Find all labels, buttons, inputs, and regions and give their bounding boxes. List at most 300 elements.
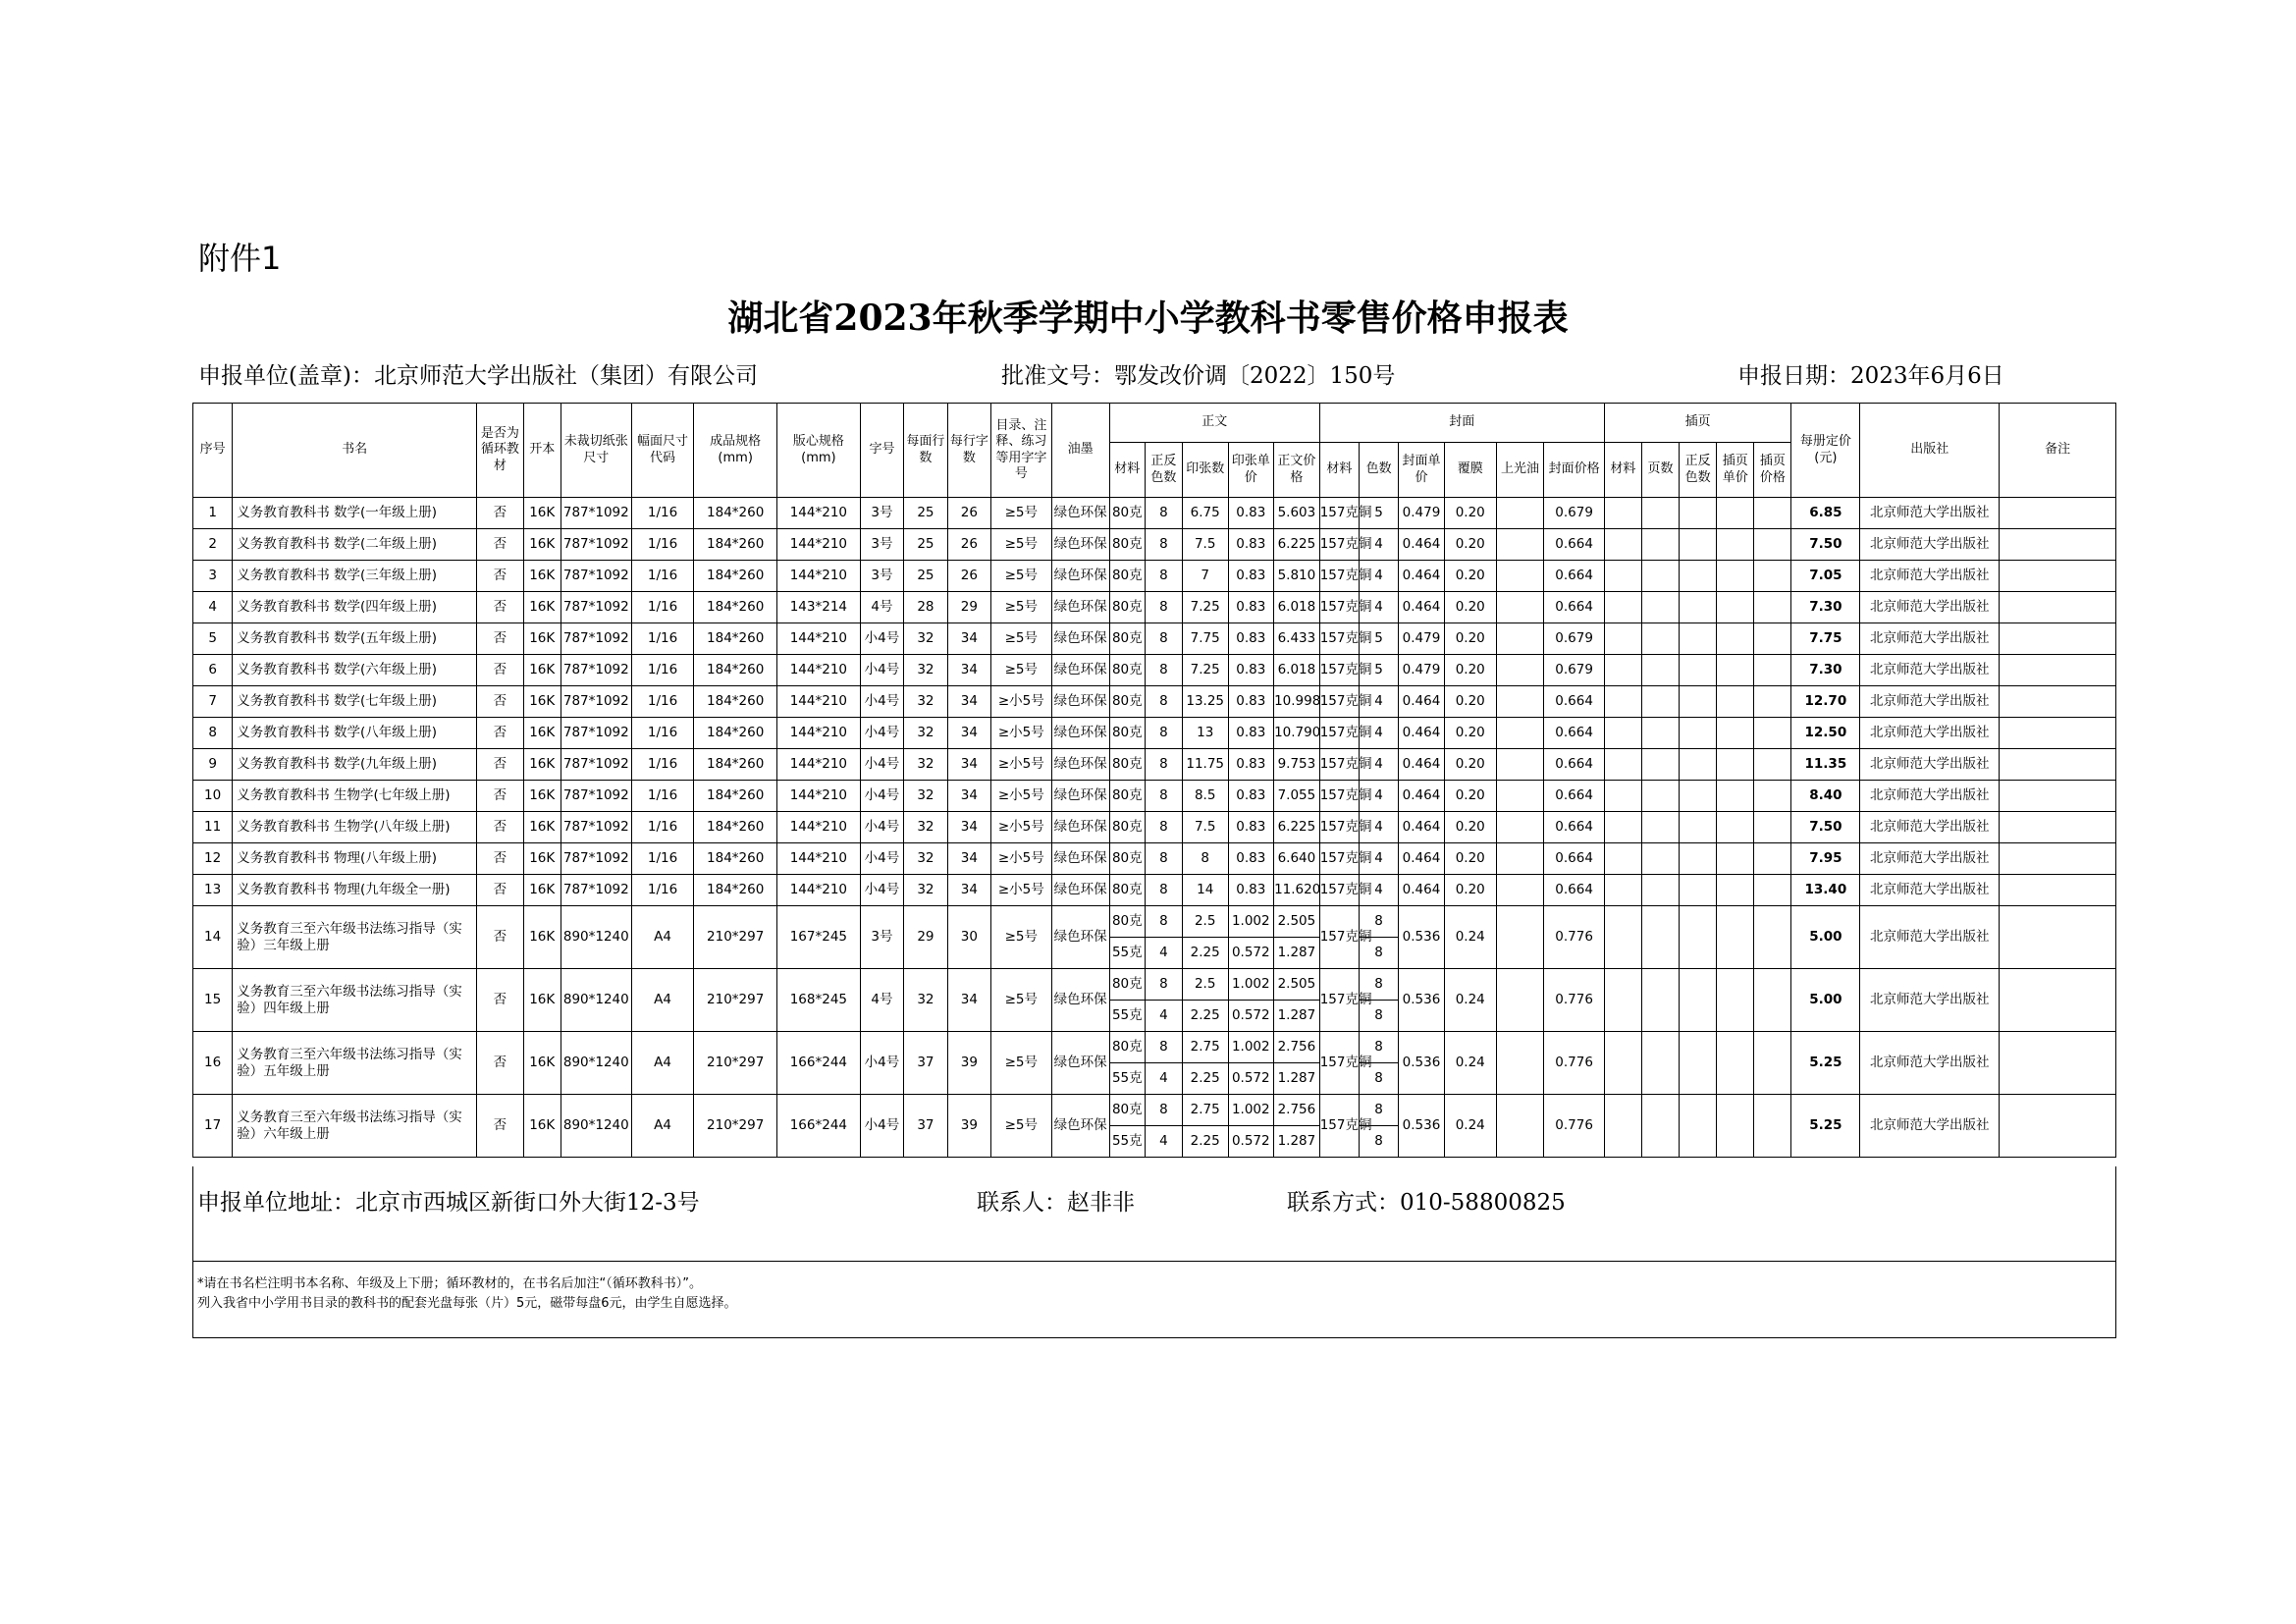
- cell-cover-material: 157克铜: [1319, 561, 1359, 592]
- cell-body-material: 80克: [1109, 843, 1145, 875]
- header-catalog-font: 目录、注释、练习等用字字号: [991, 404, 1051, 498]
- table-row: [193, 529, 2116, 561]
- cell-insert-pages: [1641, 592, 1679, 623]
- cell-lines: 32: [904, 749, 947, 781]
- cell-insert-unit: [1717, 969, 1754, 1032]
- cell-seq: 9: [193, 749, 233, 781]
- cell-kai: 16K: [523, 592, 561, 623]
- cell-body-material: 80克: [1109, 561, 1145, 592]
- cell-sheets: 7.75: [1182, 623, 1228, 655]
- cell-body-material: 55克: [1109, 938, 1145, 969]
- cell-cover-material: 157克铜: [1319, 781, 1359, 812]
- cell-body-price: 10.998: [1274, 686, 1320, 718]
- cell-cover-colors: 8: [1359, 1126, 1398, 1158]
- cell-seq: 7: [193, 686, 233, 718]
- cell-cover-material: 157克铜: [1319, 655, 1359, 686]
- cell-cover-colors: 4: [1359, 686, 1398, 718]
- cell-cover-price: 0.664: [1544, 875, 1604, 906]
- header-cyclic: 是否为循环教材: [477, 404, 524, 498]
- cell-cyclic: 否: [477, 686, 524, 718]
- cell-seq: 17: [193, 1095, 233, 1158]
- cell-body-price: 2.756: [1274, 1095, 1320, 1126]
- cell-insert-unit: [1717, 529, 1754, 561]
- cell-ink: 绿色环保: [1051, 781, 1109, 812]
- cell-body-colors: 8: [1145, 561, 1182, 592]
- cell-cover-colors: 4: [1359, 718, 1398, 749]
- cell-varnish: [1496, 655, 1544, 686]
- cell-insert-price: [1754, 686, 1791, 718]
- cell-body-price: 1.287: [1274, 1063, 1320, 1095]
- cell-cover-price: 0.664: [1544, 561, 1604, 592]
- cell-body-material: 80克: [1109, 592, 1145, 623]
- cell-insert-price: [1754, 1032, 1791, 1095]
- cell-body-price: 2.756: [1274, 1032, 1320, 1063]
- cell-publisher: 北京师范大学出版社: [1860, 592, 2000, 623]
- cell-cover-colors: 4: [1359, 781, 1398, 812]
- cell-ink: 绿色环保: [1051, 1032, 1109, 1095]
- cell-unit-price: 7.75: [1791, 623, 1860, 655]
- cell-font-size: 小4号: [860, 875, 903, 906]
- cell-film: 0.20: [1444, 498, 1496, 529]
- cell-paper-size: 890*1240: [561, 906, 631, 969]
- cell-insert-pages: [1641, 529, 1679, 561]
- cell-sheet-price: 0.572: [1228, 1063, 1274, 1095]
- cell-cover-price: 0.664: [1544, 843, 1604, 875]
- cell-paper-size: 890*1240: [561, 969, 631, 1032]
- cell-seq: 11: [193, 812, 233, 843]
- cell-body-colors: 4: [1145, 1001, 1182, 1032]
- cell-cover-material: 157克铜: [1319, 749, 1359, 781]
- cell-core-size: 144*210: [777, 812, 861, 843]
- cell-name: 义务教育教科书 数学(三年级上册): [233, 561, 477, 592]
- cell-finished-size: 184*260: [694, 843, 777, 875]
- cell-sheets: 2.25: [1182, 1001, 1228, 1032]
- cell-sheet-price: 0.572: [1228, 1126, 1274, 1158]
- cell-sheet-code: 1/16: [631, 498, 694, 529]
- cell-core-size: 144*210: [777, 843, 861, 875]
- cell-remark: [2000, 843, 2116, 875]
- header-body-material: 材料: [1109, 443, 1145, 498]
- cell-insert-material: [1604, 875, 1641, 906]
- header-cover-price: 封面价格: [1544, 443, 1604, 498]
- cell-film: 0.24: [1444, 906, 1496, 969]
- cell-body-price: 6.225: [1274, 812, 1320, 843]
- cell-font-size: 小4号: [860, 686, 903, 718]
- cell-chars: 34: [947, 686, 990, 718]
- cell-varnish: [1496, 843, 1544, 875]
- cell-body-material: 80克: [1109, 781, 1145, 812]
- cell-kai: 16K: [523, 623, 561, 655]
- cell-cyclic: 否: [477, 906, 524, 969]
- footer-phone: 联系方式：010-58800825: [1287, 1190, 1566, 1216]
- cell-chars: 29: [947, 592, 990, 623]
- header-finished-size: 成品规格(mm): [694, 404, 777, 498]
- table-row: [193, 623, 2116, 655]
- cell-lines: 32: [904, 875, 947, 906]
- cell-sheets: 6.75: [1182, 498, 1228, 529]
- cell-chars: 34: [947, 655, 990, 686]
- cell-body-colors: 4: [1145, 1063, 1182, 1095]
- cell-font-size: 3号: [860, 561, 903, 592]
- cell-paper-size: 787*1092: [561, 561, 631, 592]
- cell-paper-size: 787*1092: [561, 843, 631, 875]
- cell-seq: 2: [193, 529, 233, 561]
- cell-insert-material: [1604, 969, 1641, 1032]
- cell-body-price: 6.018: [1274, 592, 1320, 623]
- cell-paper-size: 890*1240: [561, 1095, 631, 1158]
- cell-core-size: 144*210: [777, 561, 861, 592]
- cell-ink: 绿色环保: [1051, 906, 1109, 969]
- cell-seq: 10: [193, 781, 233, 812]
- cell-remark: [2000, 592, 2116, 623]
- header-cover-colors: 色数: [1359, 443, 1398, 498]
- cell-insert-colors: [1680, 498, 1717, 529]
- cell-ink: 绿色环保: [1051, 623, 1109, 655]
- cell-chars: 34: [947, 749, 990, 781]
- cell-name: 义务教育三至六年级书法练习指导（实验）三年级上册: [233, 906, 477, 969]
- cell-body-price: 2.505: [1274, 969, 1320, 1001]
- cell-sheet-code: A4: [631, 969, 694, 1032]
- price-table: [192, 403, 2116, 1158]
- cell-remark: [2000, 875, 2116, 906]
- cell-core-size: 144*210: [777, 498, 861, 529]
- cell-body-material: 55克: [1109, 1001, 1145, 1032]
- cell-cover-colors: 8: [1359, 1001, 1398, 1032]
- header-paper-size: 未裁切纸张尺寸: [561, 404, 631, 498]
- cell-body-price: 1.287: [1274, 1126, 1320, 1158]
- cell-publisher: 北京师范大学出版社: [1860, 1095, 2000, 1158]
- cell-cover-colors: 4: [1359, 529, 1398, 561]
- cell-cyclic: 否: [477, 812, 524, 843]
- cell-font-size: 小4号: [860, 812, 903, 843]
- cell-insert-colors: [1680, 1032, 1717, 1095]
- cell-seq: 16: [193, 1032, 233, 1095]
- cell-kai: 16K: [523, 906, 561, 969]
- cell-body-material: 80克: [1109, 623, 1145, 655]
- cell-cover-price: 0.776: [1544, 1032, 1604, 1095]
- cell-sheet-price: 0.572: [1228, 1001, 1274, 1032]
- cell-film: 0.20: [1444, 875, 1496, 906]
- cell-cover-material: 157克铜: [1319, 498, 1359, 529]
- cell-body-colors: 8: [1145, 623, 1182, 655]
- cell-insert-pages: [1641, 498, 1679, 529]
- cell-publisher: 北京师范大学出版社: [1860, 561, 2000, 592]
- header-name: 书名: [233, 404, 477, 498]
- cell-cover-unit: 0.479: [1399, 655, 1445, 686]
- header-cover-material: 材料: [1319, 443, 1359, 498]
- cell-lines: 32: [904, 969, 947, 1032]
- cell-ink: 绿色环保: [1051, 749, 1109, 781]
- cell-cyclic: 否: [477, 875, 524, 906]
- cell-sheets: 2.5: [1182, 906, 1228, 938]
- cell-cover-unit: 0.464: [1399, 529, 1445, 561]
- cell-insert-material: [1604, 812, 1641, 843]
- cell-paper-size: 787*1092: [561, 686, 631, 718]
- cell-lines: 25: [904, 529, 947, 561]
- cell-film: 0.20: [1444, 592, 1496, 623]
- cell-cover-unit: 0.464: [1399, 781, 1445, 812]
- cell-ink: 绿色环保: [1051, 561, 1109, 592]
- cell-cover-price: 0.664: [1544, 592, 1604, 623]
- cell-insert-colors: [1680, 561, 1717, 592]
- cell-unit-price: 5.00: [1791, 906, 1860, 969]
- cell-cyclic: 否: [477, 843, 524, 875]
- table-row: [193, 969, 2116, 1001]
- cell-finished-size: 184*260: [694, 529, 777, 561]
- cell-paper-size: 890*1240: [561, 1032, 631, 1095]
- cell-insert-colors: [1680, 875, 1717, 906]
- cell-font-size: 4号: [860, 592, 903, 623]
- cell-body-colors: 8: [1145, 969, 1182, 1001]
- header-body-price: 正文价格: [1274, 443, 1320, 498]
- cell-finished-size: 210*297: [694, 906, 777, 969]
- cell-insert-unit: [1717, 875, 1754, 906]
- cell-sheet-code: 1/16: [631, 749, 694, 781]
- cell-sheet-code: 1/16: [631, 718, 694, 749]
- cell-sheet-code: 1/16: [631, 686, 694, 718]
- table-row: [193, 875, 2116, 906]
- header-unit-price: 每册定价(元): [1791, 404, 1860, 498]
- cell-insert-unit: [1717, 561, 1754, 592]
- cell-body-price: 9.753: [1274, 749, 1320, 781]
- cell-insert-unit: [1717, 592, 1754, 623]
- cell-body-material: 80克: [1109, 498, 1145, 529]
- table-row: [193, 812, 2116, 843]
- table-row: [193, 1032, 2116, 1063]
- cell-cyclic: 否: [477, 529, 524, 561]
- header-seq: 序号: [193, 404, 233, 498]
- cell-kai: 16K: [523, 1095, 561, 1158]
- cell-cover-material: 157克铜: [1319, 843, 1359, 875]
- cell-kai: 16K: [523, 843, 561, 875]
- cell-insert-material: [1604, 718, 1641, 749]
- cell-insert-colors: [1680, 592, 1717, 623]
- header-body-group: 正文: [1109, 404, 1319, 443]
- cell-insert-unit: [1717, 718, 1754, 749]
- cell-body-material: 80克: [1109, 1032, 1145, 1063]
- header-sheet-price: 印张单价: [1228, 443, 1274, 498]
- cell-film: 0.24: [1444, 969, 1496, 1032]
- cell-font-size: 小4号: [860, 718, 903, 749]
- cell-cover-colors: 4: [1359, 843, 1398, 875]
- cell-insert-unit: [1717, 906, 1754, 969]
- cell-sheet-price: 0.83: [1228, 686, 1274, 718]
- cell-sheets: 2.25: [1182, 1063, 1228, 1095]
- cell-chars: 34: [947, 875, 990, 906]
- cell-finished-size: 184*260: [694, 686, 777, 718]
- cell-cover-colors: 4: [1359, 875, 1398, 906]
- cell-body-colors: 8: [1145, 1032, 1182, 1063]
- cell-cover-price: 0.664: [1544, 529, 1604, 561]
- cell-sheet-price: 0.83: [1228, 498, 1274, 529]
- cell-varnish: [1496, 906, 1544, 969]
- table-row: [193, 1095, 2116, 1126]
- cell-paper-size: 787*1092: [561, 592, 631, 623]
- cell-catalog-font: ≥5号: [991, 655, 1051, 686]
- cell-film: 0.24: [1444, 1095, 1496, 1158]
- cell-seq: 12: [193, 843, 233, 875]
- cell-sheets: 7.5: [1182, 529, 1228, 561]
- cell-finished-size: 184*260: [694, 655, 777, 686]
- cell-cyclic: 否: [477, 498, 524, 529]
- cell-cover-material: 157克铜: [1319, 686, 1359, 718]
- cell-body-colors: 8: [1145, 686, 1182, 718]
- header-body-colors: 正反色数: [1145, 443, 1182, 498]
- footer-address: 申报单位地址：北京市西城区新街口外大街12-3号: [197, 1190, 700, 1216]
- cell-cover-price: 0.664: [1544, 718, 1604, 749]
- cell-insert-material: [1604, 498, 1641, 529]
- cell-unit-price: 5.25: [1791, 1095, 1860, 1158]
- cell-insert-price: [1754, 623, 1791, 655]
- cell-film: 0.20: [1444, 686, 1496, 718]
- header-insert-price: 插页价格: [1754, 443, 1791, 498]
- cell-finished-size: 184*260: [694, 592, 777, 623]
- cell-ink: 绿色环保: [1051, 969, 1109, 1032]
- cell-insert-price: [1754, 592, 1791, 623]
- header-chars: 每行字数: [947, 404, 990, 498]
- cell-film: 0.20: [1444, 812, 1496, 843]
- cell-finished-size: 210*297: [694, 1095, 777, 1158]
- cell-film: 0.20: [1444, 781, 1496, 812]
- cell-paper-size: 787*1092: [561, 812, 631, 843]
- cell-cover-price: 0.679: [1544, 623, 1604, 655]
- cell-lines: 32: [904, 623, 947, 655]
- cell-name: 义务教育教科书 数学(六年级上册): [233, 655, 477, 686]
- cell-sheets: 14: [1182, 875, 1228, 906]
- cell-insert-unit: [1717, 781, 1754, 812]
- header-insert-colors: 正反色数: [1680, 443, 1717, 498]
- cell-core-size: 144*210: [777, 718, 861, 749]
- cell-film: 0.24: [1444, 1032, 1496, 1095]
- cell-insert-pages: [1641, 749, 1679, 781]
- cell-lines: 25: [904, 561, 947, 592]
- cell-publisher: 北京师范大学出版社: [1860, 498, 2000, 529]
- cell-name: 义务教育三至六年级书法练习指导（实验）四年级上册: [233, 969, 477, 1032]
- cell-insert-pages: [1641, 1095, 1679, 1158]
- cell-insert-colors: [1680, 718, 1717, 749]
- cell-cover-unit: 0.479: [1399, 623, 1445, 655]
- cell-insert-material: [1604, 1095, 1641, 1158]
- cell-insert-colors: [1680, 1095, 1717, 1158]
- cell-chars: 34: [947, 969, 990, 1032]
- cell-sheet-code: 1/16: [631, 812, 694, 843]
- cell-paper-size: 787*1092: [561, 749, 631, 781]
- cell-name: 义务教育三至六年级书法练习指导（实验）五年级上册: [233, 1032, 477, 1095]
- cell-ink: 绿色环保: [1051, 655, 1109, 686]
- cell-core-size: 143*214: [777, 592, 861, 623]
- cell-sheets: 8.5: [1182, 781, 1228, 812]
- cell-cover-material: 157克铜: [1319, 875, 1359, 906]
- cell-body-material: 80克: [1109, 529, 1145, 561]
- cell-sheets: 7.25: [1182, 655, 1228, 686]
- cell-remark: [2000, 749, 2116, 781]
- cell-cyclic: 否: [477, 749, 524, 781]
- cell-varnish: [1496, 592, 1544, 623]
- cell-insert-pages: [1641, 655, 1679, 686]
- cell-unit-price: 7.30: [1791, 655, 1860, 686]
- header-kai: 开本: [523, 404, 561, 498]
- header-insert-pages: 页数: [1641, 443, 1679, 498]
- cell-core-size: 166*244: [777, 1032, 861, 1095]
- cell-publisher: 北京师范大学出版社: [1860, 875, 2000, 906]
- cell-lines: 37: [904, 1095, 947, 1158]
- cell-insert-pages: [1641, 906, 1679, 969]
- cell-font-size: 小4号: [860, 623, 903, 655]
- cell-sheet-price: 1.002: [1228, 906, 1274, 938]
- cell-seq: 13: [193, 875, 233, 906]
- table-row: [193, 749, 2116, 781]
- cell-finished-size: 184*260: [694, 498, 777, 529]
- cell-body-material: 55克: [1109, 1126, 1145, 1158]
- cell-catalog-font: ≥小5号: [991, 686, 1051, 718]
- cell-name: 义务教育教科书 生物学(七年级上册): [233, 781, 477, 812]
- cell-insert-unit: [1717, 1095, 1754, 1158]
- cell-body-colors: 8: [1145, 529, 1182, 561]
- header-lines: 每面行数: [904, 404, 947, 498]
- cell-insert-material: [1604, 1032, 1641, 1095]
- cell-sheets: 2.5: [1182, 969, 1228, 1001]
- cell-kai: 16K: [523, 498, 561, 529]
- cell-font-size: 小4号: [860, 1032, 903, 1095]
- cell-body-material: 80克: [1109, 969, 1145, 1001]
- cell-name: 义务教育教科书 生物学(八年级上册): [233, 812, 477, 843]
- cell-remark: [2000, 1095, 2116, 1158]
- cell-sheet-code: 1/16: [631, 623, 694, 655]
- cell-seq: 14: [193, 906, 233, 969]
- header-film: 覆膜: [1444, 443, 1496, 498]
- cell-sheet-price: 0.83: [1228, 843, 1274, 875]
- cell-cover-unit: 0.464: [1399, 561, 1445, 592]
- cell-insert-colors: [1680, 529, 1717, 561]
- cell-publisher: 北京师范大学出版社: [1860, 969, 2000, 1032]
- cell-font-size: 小4号: [860, 843, 903, 875]
- note-line: 列入我省中小学用书目录的教科书的配套光盘每张（片）5元，磁带每盘6元，由学生自愿选择。: [197, 1296, 737, 1311]
- apply-date: 申报日期：2023年6月6日: [1737, 363, 2004, 389]
- cell-body-material: 80克: [1109, 812, 1145, 843]
- cell-varnish: [1496, 969, 1544, 1032]
- cell-insert-pages: [1641, 623, 1679, 655]
- header-font-size: 字号: [860, 404, 903, 498]
- cell-sheet-price: 1.002: [1228, 1032, 1274, 1063]
- cell-insert-unit: [1717, 812, 1754, 843]
- cell-insert-price: [1754, 561, 1791, 592]
- cell-font-size: 3号: [860, 529, 903, 561]
- cell-insert-unit: [1717, 623, 1754, 655]
- cell-cover-colors: 4: [1359, 561, 1398, 592]
- cell-cover-colors: 8: [1359, 1032, 1398, 1063]
- cell-cover-unit: 0.464: [1399, 843, 1445, 875]
- cell-body-colors: 8: [1145, 781, 1182, 812]
- cell-insert-pages: [1641, 718, 1679, 749]
- cell-font-size: 小4号: [860, 781, 903, 812]
- header-publisher: 出版社: [1860, 404, 2000, 498]
- cell-sheet-price: 0.83: [1228, 781, 1274, 812]
- cell-finished-size: 184*260: [694, 623, 777, 655]
- cell-sheet-price: 0.83: [1228, 561, 1274, 592]
- header-cover-unit: 封面单价: [1399, 443, 1445, 498]
- cell-body-price: 1.287: [1274, 938, 1320, 969]
- cell-insert-material: [1604, 843, 1641, 875]
- cell-seq: 6: [193, 655, 233, 686]
- cell-insert-material: [1604, 906, 1641, 969]
- cell-sheet-price: 0.83: [1228, 655, 1274, 686]
- cell-ink: 绿色环保: [1051, 875, 1109, 906]
- cell-font-size: 小4号: [860, 655, 903, 686]
- cell-film: 0.20: [1444, 843, 1496, 875]
- cell-varnish: [1496, 561, 1544, 592]
- cell-cover-colors: 5: [1359, 623, 1398, 655]
- cell-body-material: 80克: [1109, 686, 1145, 718]
